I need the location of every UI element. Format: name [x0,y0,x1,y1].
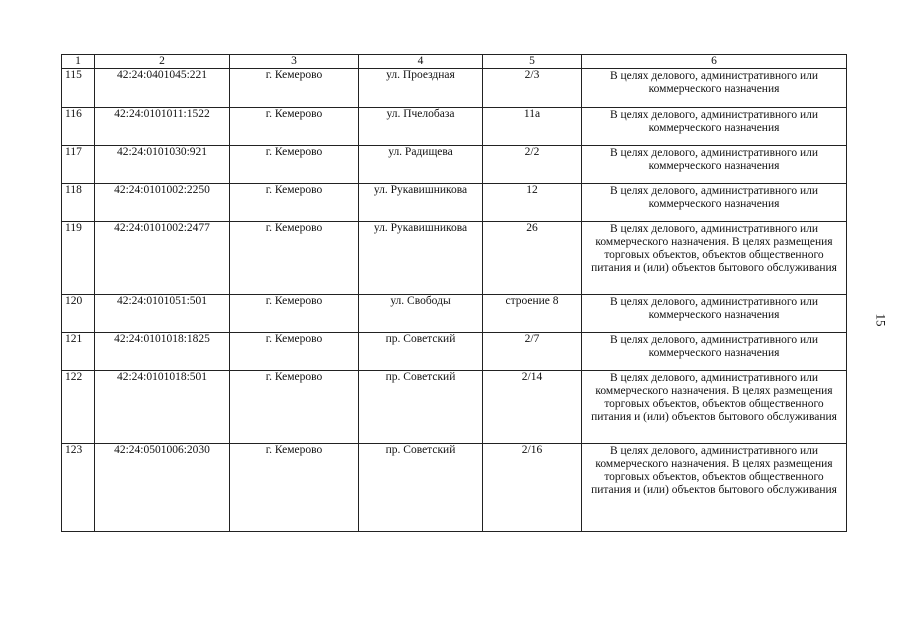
table-row [62,222,847,295]
cadastral-number-cell: 42:24:0401045:221 [95,69,230,108]
table-row [62,333,847,371]
row-number-cell: 121 [62,333,95,371]
cadastral-number-cell: 42:24:0101002:2477 [95,222,230,295]
house-cell: 2/14 [483,371,582,444]
row-number-cell: 123 [62,444,95,532]
purpose-cell: В целях делового, административного или коммерческого назначения. В целях размещения торговых объектов, объектов общественного питания и (или) объектов бытового обслуживания [582,444,847,532]
cadastral-number-cell: 42:24:0101002:2250 [95,184,230,222]
cadastral-number-cell: 42:24:0101051:501 [95,295,230,333]
house-cell: 2/16 [483,444,582,532]
purpose-cell: В целях делового, административного или коммерческого назначения [582,108,847,146]
header-cell: 6 [582,55,847,69]
house-cell: 2/3 [483,69,582,108]
cadastral-number-cell: 42:24:0101011:1522 [95,108,230,146]
row-number-cell: 117 [62,146,95,184]
row-number-cell: 118 [62,184,95,222]
city-cell: г. Кемерово [230,371,359,444]
street-cell: ул. Свободы [359,295,483,333]
purpose-cell: В целях делового, административного или коммерческого назначения [582,184,847,222]
cadastral-number-cell: 42:24:0501006:2030 [95,444,230,532]
city-cell: г. Кемерово [230,108,359,146]
street-cell: ул. Проездная [359,69,483,108]
house-cell: 12 [483,184,582,222]
header-cell: 3 [230,55,359,69]
city-cell: г. Кемерово [230,184,359,222]
street-cell: пр. Советский [359,444,483,532]
header-cell: 5 [483,55,582,69]
city-cell: г. Кемерово [230,222,359,295]
cadastral-number-cell: 42:24:0101018:501 [95,371,230,444]
purpose-cell: В целях делового, административного или коммерческого назначения [582,69,847,108]
header-cell: 1 [62,55,95,69]
street-cell: пр. Советский [359,333,483,371]
house-cell: строение 8 [483,295,582,333]
cadastral-number-cell: 42:24:0101030:921 [95,146,230,184]
table-row [62,444,847,532]
header-cell: 2 [95,55,230,69]
table-row [62,371,847,444]
property-table [61,54,847,532]
purpose-cell: В целях делового, административного или коммерческого назначения [582,146,847,184]
row-number-cell: 116 [62,108,95,146]
purpose-cell: В целях делового, административного или коммерческого назначения [582,295,847,333]
street-cell: ул. Рукавишникова [359,184,483,222]
cadastral-number-cell: 42:24:0101018:1825 [95,333,230,371]
house-cell: 2/7 [483,333,582,371]
header-cell: 4 [359,55,483,69]
city-cell: г. Кемерово [230,444,359,532]
street-cell: ул. Пчелобаза [359,108,483,146]
city-cell: г. Кемерово [230,146,359,184]
column-number-row [62,55,847,69]
row-number-cell: 122 [62,371,95,444]
purpose-cell: В целях делового, административного или коммерческого назначения. В целях размещения торговых объектов, объектов общественного питания и (или) объектов бытового обслуживания [582,371,847,444]
table-row [62,295,847,333]
street-cell: ул. Радищева [359,146,483,184]
row-number-cell: 119 [62,222,95,295]
row-number-cell: 115 [62,69,95,108]
purpose-cell: В целях делового, административного или коммерческого назначения. В целях размещения торговых объектов, объектов общественного питания и (или) объектов бытового обслуживания [582,222,847,295]
table-row [62,184,847,222]
house-cell: 26 [483,222,582,295]
table-row [62,108,847,146]
house-cell: 11а [483,108,582,146]
city-cell: г. Кемерово [230,333,359,371]
table-row [62,69,847,108]
city-cell: г. Кемерово [230,69,359,108]
street-cell: ул. Рукавишникова [359,222,483,295]
purpose-cell: В целях делового, административного или коммерческого назначения [582,333,847,371]
street-cell: пр. Советский [359,371,483,444]
page-number: 15 [873,313,889,327]
row-number-cell: 120 [62,295,95,333]
table-row [62,146,847,184]
house-cell: 2/2 [483,146,582,184]
city-cell: г. Кемерово [230,295,359,333]
